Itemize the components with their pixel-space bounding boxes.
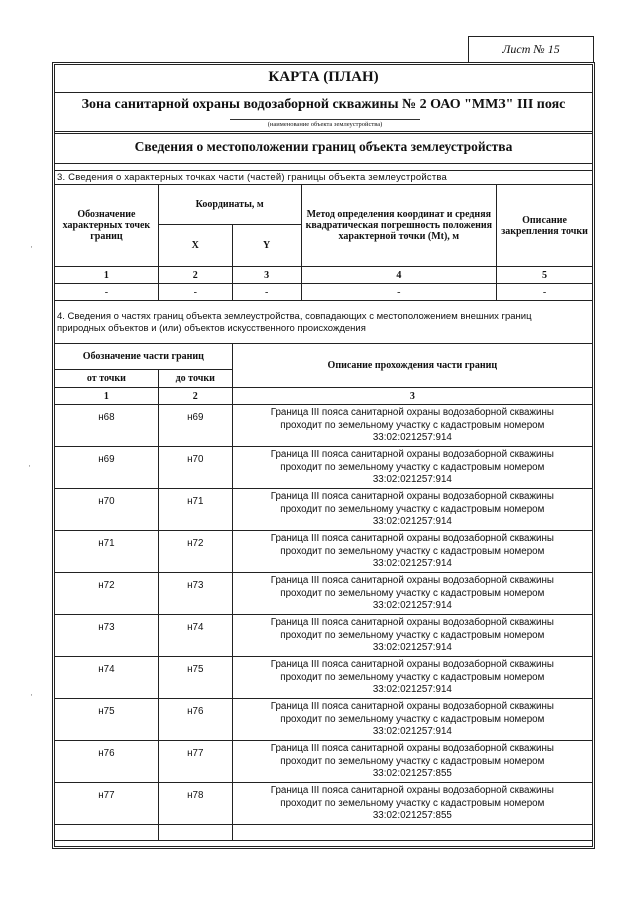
to-point-cell: н78 (158, 783, 232, 825)
to-point-cell: н73 (158, 573, 232, 615)
description-line: проходит по земельному участку с кадастровым номером (280, 419, 545, 431)
boundary-parts-table (54, 343, 593, 841)
description-line: Граница III пояса санитарной охраны водозаборной скважины (270, 449, 554, 460)
table-row (55, 615, 593, 657)
from-point-cell: н68 (55, 405, 159, 447)
description-cell (232, 531, 592, 573)
to-point-cell: н72 (158, 531, 232, 573)
description-line: Граница III пояса санитарной охраны водозаборной скважины (270, 785, 554, 796)
header-method: Метод определения координат и средняя квадратическая погрешность положения характерной точки (Mt), м (301, 185, 497, 267)
description-line: 33:02:021257:914 (372, 642, 452, 653)
description-cell (232, 447, 592, 489)
header-part-designation: Обозначение части границ (55, 344, 233, 370)
section3-caption: 3. Сведения о характерных точках части (частей) границы объекта землеустройства (57, 172, 448, 183)
description-cell (232, 405, 592, 447)
column-number: 4 (301, 267, 497, 284)
document-title: КАРТА (ПЛАН) (268, 69, 379, 85)
sheet-number: Лист № 15 (468, 36, 594, 62)
description-line: проходит по земельному участку с кадастровым номером (280, 587, 545, 599)
section4-caption: 4. Сведения о частях границ объекта землеустройства, совпадающих с местоположением внешних границ природных объектов и (или) объектов искусственного происхождения (57, 311, 532, 334)
scan-mark: · (28, 461, 31, 471)
description-line: Граница III пояса санитарной охраны водозаборной скважины (270, 617, 554, 628)
divider (54, 170, 593, 171)
column-number: 3 (232, 267, 301, 284)
description-line: проходит по земельному участку с кадастровым номером (280, 503, 545, 515)
column-number: 2 (158, 267, 232, 284)
description-line: 33:02:021257:914 (372, 558, 452, 569)
description-line: 33:02:021257:914 (372, 516, 452, 527)
empty-row (55, 825, 593, 841)
divider (54, 131, 593, 132)
table-row (55, 657, 593, 699)
to-point-cell: н74 (158, 615, 232, 657)
description-line: Граница III пояса санитарной охраны водозаборной скважины (270, 701, 554, 712)
description-line: проходит по земельному участку с кадастровым номером (280, 629, 545, 641)
column-number: 1 (55, 267, 159, 284)
header-point-designation: Обозначение характерных точек границ (55, 185, 159, 267)
description-cell (232, 657, 592, 699)
to-point-cell: н71 (158, 489, 232, 531)
description-line: проходит по земельному участку с кадастровым номером (280, 671, 545, 683)
points-table (54, 184, 593, 301)
scan-mark: · (30, 242, 33, 252)
table-row (55, 783, 593, 825)
table-cell: - (232, 284, 301, 301)
from-point-cell: н72 (55, 573, 159, 615)
header-y: Y (232, 225, 301, 267)
column-number: 5 (497, 267, 593, 284)
header-x: X (158, 225, 232, 267)
to-point-cell: н76 (158, 699, 232, 741)
table-row (55, 741, 593, 783)
description-line: 33:02:021257:914 (372, 600, 452, 611)
from-point-cell: н69 (55, 447, 159, 489)
description-line: проходит по земельному участку с кадастровым номером (280, 461, 545, 473)
empty-cell (158, 825, 232, 841)
to-point-cell: н77 (158, 741, 232, 783)
column-number: 3 (232, 388, 592, 405)
description-line: 33:02:021257:914 (372, 726, 452, 737)
to-point-cell: н69 (158, 405, 232, 447)
description-cell (232, 741, 592, 783)
description-line: 33:02:021257:914 (372, 432, 452, 443)
description-cell (232, 783, 592, 825)
from-point-cell: н71 (55, 531, 159, 573)
description-line: Граница III пояса санитарной охраны водозаборной скважины (270, 743, 554, 754)
from-point-cell: н70 (55, 489, 159, 531)
description-cell (232, 489, 592, 531)
description-line: проходит по земельному участку с кадастровым номером (280, 545, 545, 557)
header-fixing: Описание закрепления точки (497, 185, 593, 267)
divider (54, 163, 593, 164)
to-point-cell: н75 (158, 657, 232, 699)
from-point-cell: н75 (55, 699, 159, 741)
table-row (55, 573, 593, 615)
description-line: Граница III пояса санитарной охраны водозаборной скважины (270, 533, 554, 544)
from-point-cell: н74 (55, 657, 159, 699)
description-line: Граница III пояса санитарной охраны водозаборной скважины (270, 659, 554, 670)
empty-cell (232, 825, 592, 841)
description-line: 33:02:021257:855 (372, 810, 452, 821)
description-line: проходит по земельному участку с кадастровым номером (280, 797, 545, 809)
divider (54, 92, 593, 93)
description-cell (232, 699, 592, 741)
description-cell (232, 615, 592, 657)
divider (54, 133, 593, 134)
table-row (55, 405, 593, 447)
description-line: 33:02:021257:855 (372, 768, 452, 779)
header-from-point: от точки (55, 370, 159, 388)
scan-mark: · (30, 690, 33, 700)
table-row (55, 489, 593, 531)
description-line: Граница III пояса санитарной охраны водозаборной скважины (270, 407, 554, 418)
from-point-cell: н76 (55, 741, 159, 783)
table-row (55, 447, 593, 489)
from-point-cell: н73 (55, 615, 159, 657)
table-cell: - (158, 284, 232, 301)
header-description: Описание прохождения части границ (232, 344, 592, 388)
description-line: 33:02:021257:914 (372, 474, 452, 485)
empty-cell (55, 825, 159, 841)
table-cell: - (497, 284, 593, 301)
header-to-point: до точки (158, 370, 232, 388)
description-line: проходит по земельному участку с кадастровым номером (280, 713, 545, 725)
description-line: Граница III пояса санитарной охраны водозаборной скважины (270, 575, 554, 586)
table-row (55, 531, 593, 573)
column-number: 2 (158, 388, 232, 405)
description-line: Граница III пояса санитарной охраны водозаборной скважины (270, 491, 554, 502)
column-number: 1 (55, 388, 159, 405)
from-point-cell: н77 (55, 783, 159, 825)
table-cell: - (301, 284, 497, 301)
table-row (55, 699, 593, 741)
header-coordinates: Координаты, м (158, 185, 301, 225)
to-point-cell: н70 (158, 447, 232, 489)
description-line: проходит по земельному участку с кадастровым номером (280, 755, 545, 767)
table-cell: - (55, 284, 159, 301)
section-title: Сведения о местоположении границ объекта землеустройства (134, 139, 513, 154)
object-name: Зона санитарной охраны водозаборной скважины № 2 ОАО "ММЗ" III пояс (81, 97, 566, 112)
description-cell (232, 573, 592, 615)
object-name-caption: (наименование объекта землеустройства) (230, 119, 420, 128)
description-line: 33:02:021257:914 (372, 684, 452, 695)
